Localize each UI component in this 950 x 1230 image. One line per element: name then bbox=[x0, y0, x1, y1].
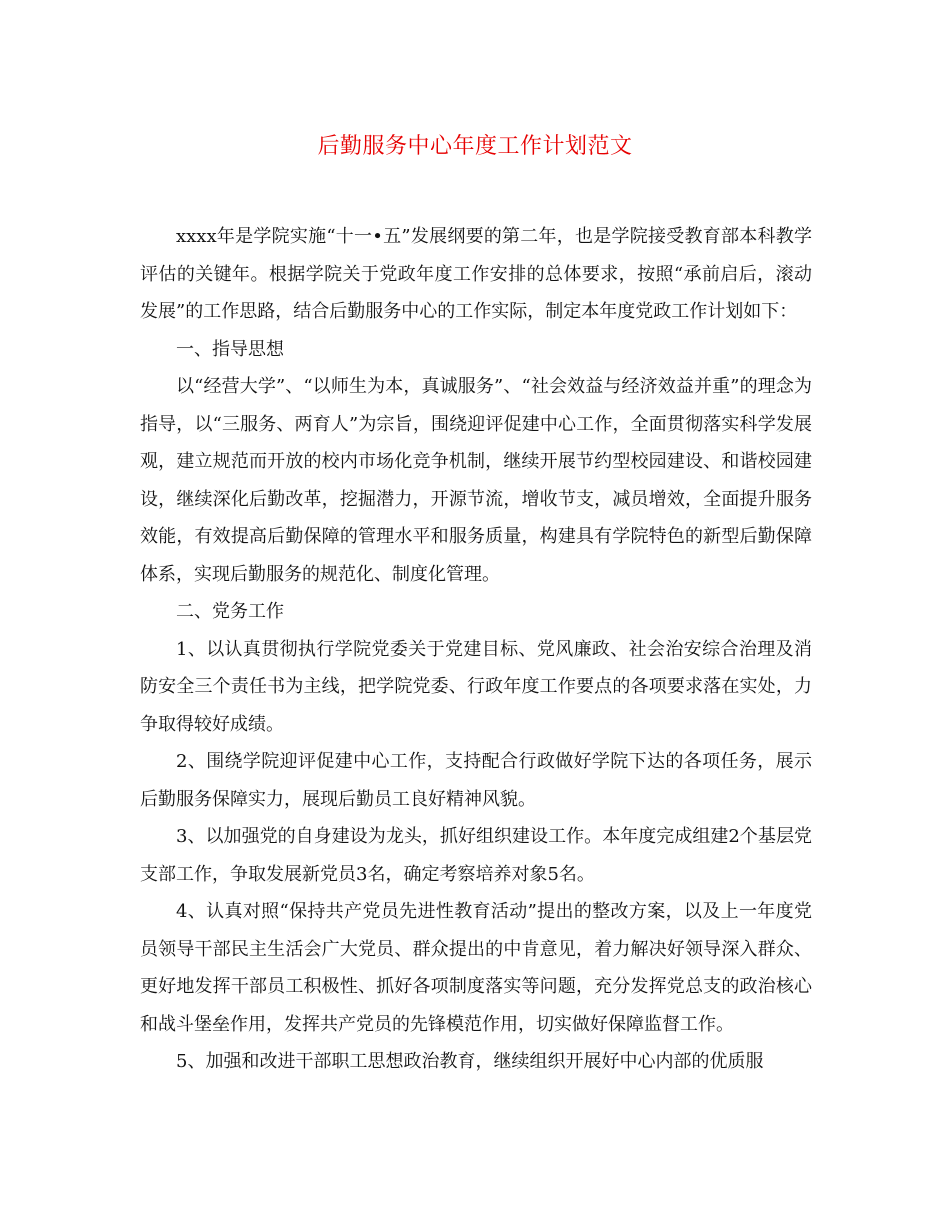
party-work-item-3: 3、以加强党的自身建设为龙头，抓好组织建设工作。本年度完成组建2个基层党支部工作，争取发展新党员3名，确定考察培养对象5名。 bbox=[140, 826, 812, 885]
party-work-item-5: 5、加强和改进干部职工思想政治教育，继续组织开展好中心内部的优质服 bbox=[176, 1051, 764, 1072]
party-work-item-4: 4、认真对照“保持共产党员先进性教育活动”提出的整改方案，以及上一年度党员领导干部民主生活会广大党员、群众提出的中肯意见，着力解决好领导深入群众、更好地发挥干部员工积极性、抓好各项制度落实等问题，充分发挥党总支的政治核心和战斗堡垒作用，发挥共产党员的先锋模范作用，切实做好保障监督工作。 bbox=[140, 901, 812, 1035]
party-work-item-1: 1、以认真贯彻执行学院党委关于党建目标、党风廉政、社会治安综合治理及消防安全三个责任书为主线，把学院党委、行政年度工作要点的各项要求落在实处，力争取得较好成绩。 bbox=[140, 638, 812, 735]
document-title: 后勤服务中心年度工作计划范文 bbox=[317, 134, 633, 159]
guiding-ideology-paragraph: 以“经营大学”、“以师生为本，真诚服务”、“社会效益与经济效益并重”的理念为指导，以“三服务、两育人”为宗旨，围绕迎评促建中心工作，全面贯彻落实科学发展观，建立规范而开放的校内市场化竞争机制，继续开展节约型校园建设、和谐校园建设，继续深化后勤改革，挖掘潜力，开源节流，增收节支，减员增效，全面提升服务效能，有效提高后勤保障的管理水平和服务质量，构建具有学院特色的新型后勤保障体系，实现后勤服务的规范化、制度化管理。 bbox=[140, 376, 812, 585]
party-work-item-2: 2、围绕学院迎评促建中心工作，支持配合行政做好学院下达的各项任务，展示后勤服务保障实力，展现后勤员工良好精神风貌。 bbox=[140, 751, 812, 810]
intro-paragraph: xxxx年是学院实施“十一•五”发展纲要的第二年，也是学院接受教育部本科教学评估的关键年。根据学院关于党政年度工作安排的总体要求，按照“承前启后，滚动发展”的工作思路，结合后勤服务中心的工作实际，制定本年度党政工作计划如下： bbox=[140, 226, 812, 322]
section-heading-guiding-ideology: 一、指导思想 bbox=[176, 338, 284, 360]
document-body bbox=[140, 218, 812, 1081]
section-heading-party-work: 二、党务工作 bbox=[176, 601, 284, 622]
